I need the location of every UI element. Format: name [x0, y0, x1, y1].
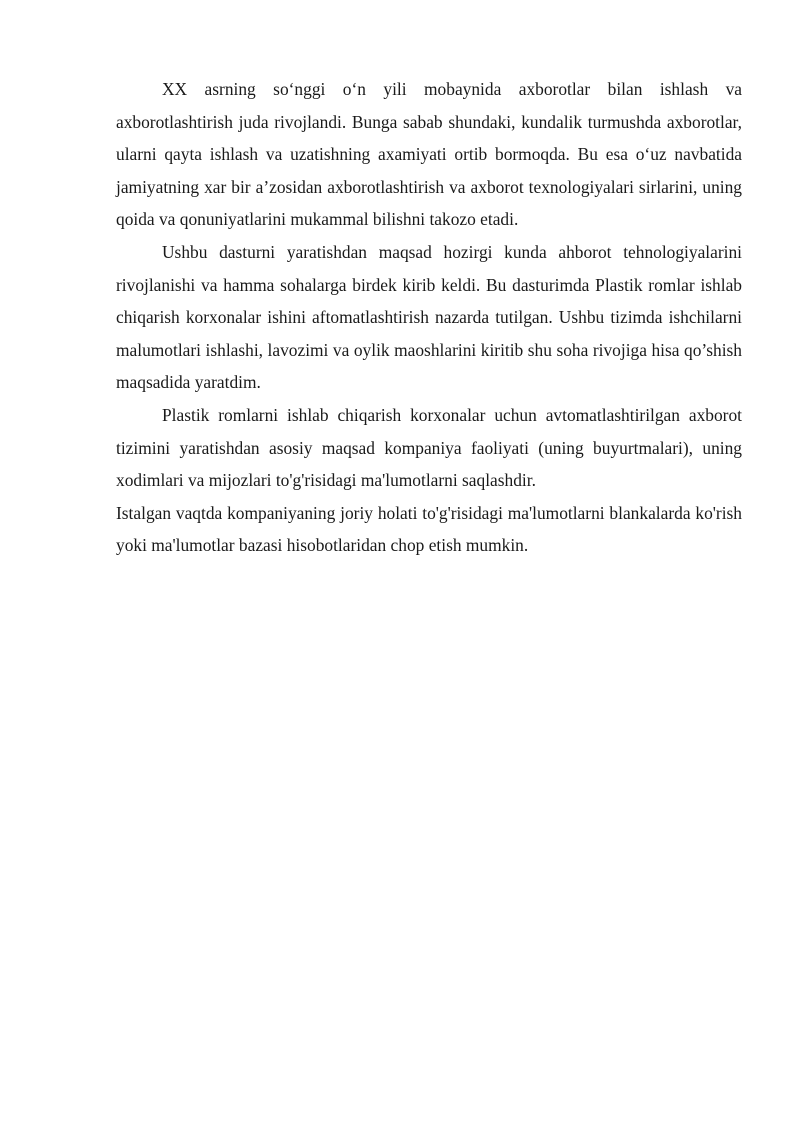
paragraph-information-history: XX asrning so‘nggi o‘n yili mobaynida axborotlar bilan ishlash va axborotlashtirish juda rivojlandi. Bunga sabab shundaki, kundalik turmushda axborotlar, ularni qayta ishlash va uzatishning axamiyati ortib bormoqda. Bu esa o‘uz navbatida jamiyatning xar bir a’zosidan axborotlashtirish va axborot texnologiyalari sirlarini, uning qoida va qonuniyatlarini mukammal bilishni takozo etadi. [116, 79, 742, 230]
paragraph-program-purpose: Ushbu dasturni yaratishdan maqsad hozirgi kunda ahborot tehnologiyalarini rivojlanishi va hamma sohalarga birdek kirib keldi. Bu dasturimda Plastik romlar ishlab chiqarish korxonalar ishini aftomatlashtirish nazarda tutilgan. Ushbu tizimda ishchilarni malumotlari ishlashi, lavozimi va oylik maoshlarini kiritib shu soha rivojiga hisa qo’shish maqsadida yaratdim. [116, 241, 742, 393]
paragraph-reports: Istalgan vaqtda kompaniyaning joriy holati to'g'risidagi ma'lumotlarni blankalarda ko'rish yoki ma'lumotlar bazasi hisobotlaridan chop etish mumkin. [116, 502, 742, 556]
paragraph-system-goal: Plastik romlarni ishlab chiqarish korxonalar uchun avtomatlashtirilgan axborot tizimini yaratishdan asosiy maqsad kompaniya faoliyati (uning buyurtmalari), uning xodimlari va mijozlari to'g'risidagi ma'lumotlarni saqlashdir. [116, 404, 742, 491]
document-body [116, 73, 742, 562]
